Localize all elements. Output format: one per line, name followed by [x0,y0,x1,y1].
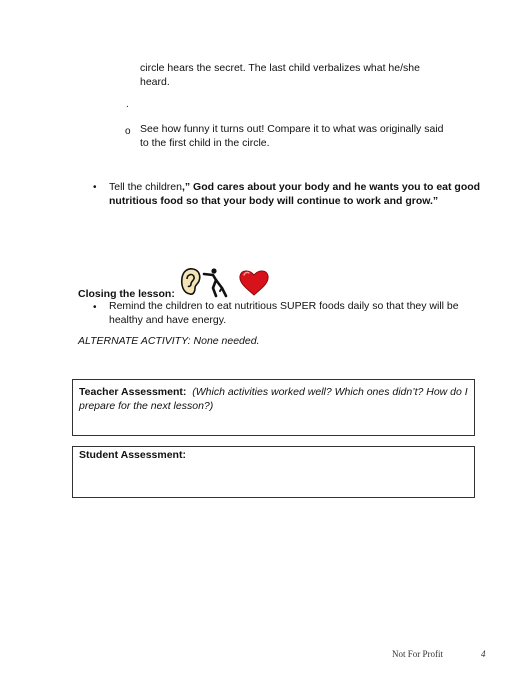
tell-children-line-2: nutritious food so that your body will continue to work and grow.” [109,194,439,207]
teacher-assessment-prompt-1: (Which activities worked well? Which ones didn’t? How do I [192,386,468,398]
stray-mark: . [126,99,129,110]
closing-bullet-marker: • [93,302,97,313]
continuation-line-2: heard. [140,75,170,88]
tell-children-quote-start: ,” God cares about your body and he wants you to eat good [181,181,481,193]
sub-bullet-line-2: to the first child in the circle. [140,136,270,149]
student-assessment-box[interactable] [72,446,475,498]
continuation-line-1: circle hears the secret. The last child verbalizes what he/she [140,62,420,74]
closing-bullet-text [109,300,489,327]
closing-heading: Closing the lesson: [78,288,175,300]
heart-icon [240,271,268,295]
stretching-person-icon [204,268,226,296]
ear-icon [182,269,200,294]
closing-icons [180,266,272,298]
continuation-text [140,62,460,89]
sub-bullet-line-1: See how funny it turns out! Compare it to what was originally said [140,123,444,135]
alternate-activity: ALTERNATE ACTIVITY: None needed. [78,335,260,347]
sub-bullet-text [140,123,470,150]
footer-text: Not For Profit [392,649,444,659]
sub-bullet-marker: o [125,126,131,137]
teacher-assessment-prompt-2: prepare for the next lesson?) [79,399,214,412]
teacher-assessment-box[interactable] [72,379,475,436]
bullet-marker: • [93,182,97,193]
teacher-assessment-label: Teacher Assessment: [79,386,187,398]
closing-bullet-line-1: Remind the children to eat nutritious SUPER foods daily so that they will be [109,300,459,312]
teacher-assessment-line-1 [79,386,468,400]
student-assessment-label: Student Assessment: [79,449,186,461]
page-number: 4 [481,649,486,659]
tell-children-bullet [109,181,489,208]
tell-children-line-1 [109,181,489,195]
tell-children-prefix: Tell the children [109,181,182,193]
closing-bullet-line-2: healthy and have energy. [109,313,227,326]
